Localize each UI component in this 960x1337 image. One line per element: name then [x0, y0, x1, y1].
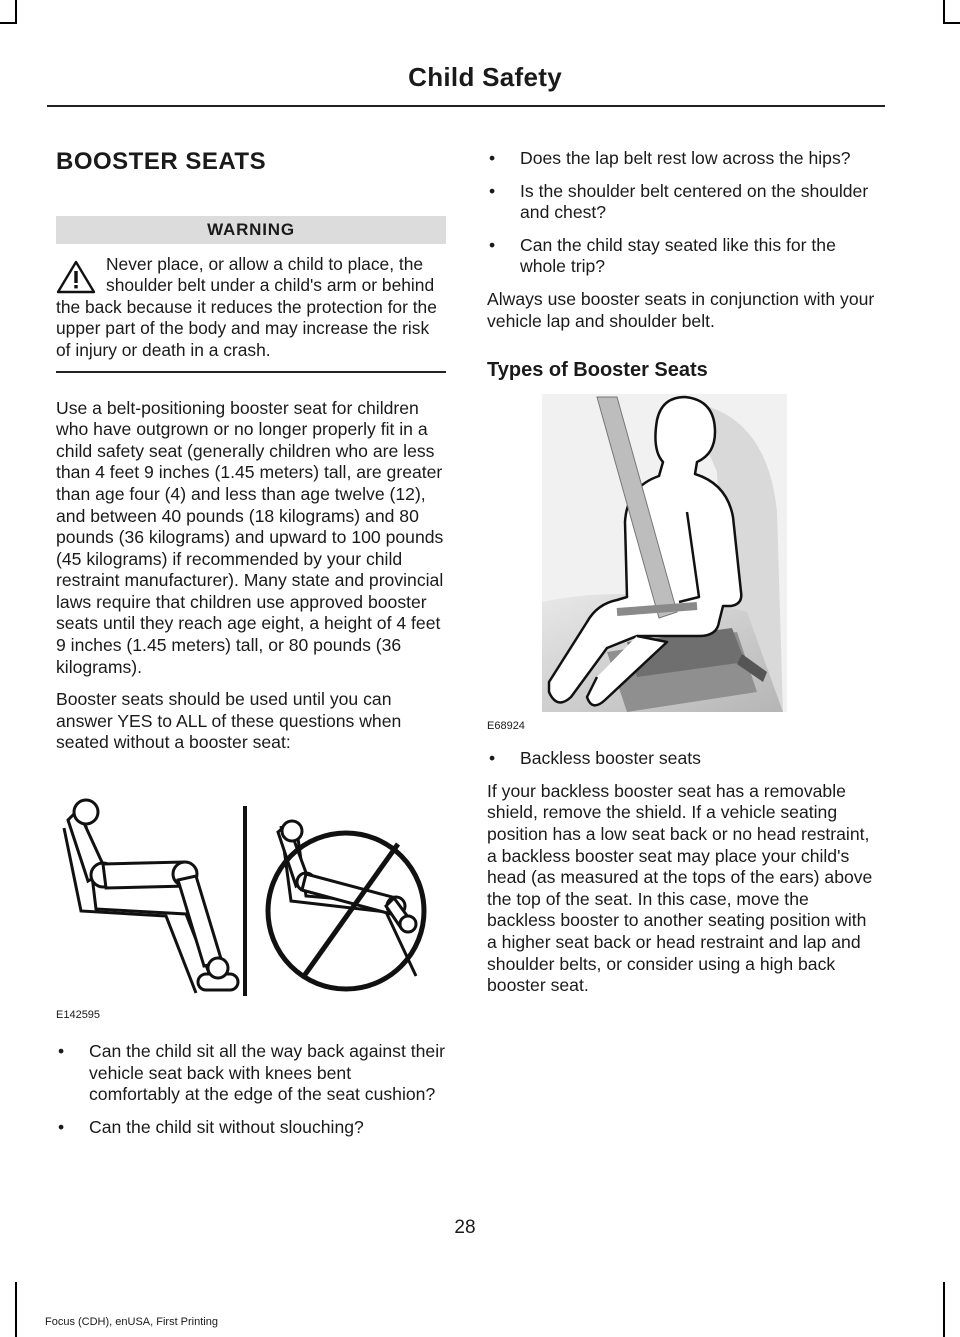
bullet-marker: • — [489, 180, 496, 201]
question-bullet — [56, 1041, 446, 1106]
bullet-marker: • — [58, 1116, 65, 1137]
bullet-marker: • — [489, 748, 496, 769]
chapter-title: Child Safety — [408, 62, 562, 92]
correct-vs-incorrect-seating-illustration — [56, 796, 446, 1006]
bullet-marker: • — [58, 1041, 65, 1062]
figure-code: E142595 — [56, 1009, 101, 1022]
left-column — [56, 140, 446, 1138]
warning-text: Never place, or allow a child to place, the shoulder belt under a child's arm or behind the back because it reduces the protection for the upper part of the body and may increase the risk of injury or death in a crash. — [56, 254, 437, 360]
bullet-marker: • — [489, 148, 496, 168]
booster-intro-paragraph: Use a belt-positioning booster seat for children who have outgrown or no longer properly fit in a child safety seat (generally children who are less than 4 feet 9 inches (1.45 meters) tall, are greater than age four (4) and less than age twelve (12), and between 40 pounds (18 kilograms) and 80 pounds (36 kilograms) and upward to 100 pounds (45 kilograms) if recommended by your child restraint manufacturer). Many state and provincial laws require that children use approved booster seats until they reach age eight, a height of 4 feet 9 inches (1.45 meters) tall, or 80 pounds (36 kilograms). — [56, 397, 444, 677]
bullet-text: Is the shoulder belt centered on the shoulder and chest? — [520, 180, 869, 223]
bullet-text: Does the lap belt rest low across the hips? — [520, 148, 851, 168]
section-title: BOOSTER SEATS — [56, 148, 267, 175]
bullet-text: Can the child sit without slouching? — [89, 1116, 364, 1137]
header-divider — [47, 105, 885, 107]
page-number: 28 — [454, 1217, 476, 1238]
question-bullet — [487, 148, 879, 170]
figure-code: E68924 — [487, 720, 525, 733]
bullet-text: Can the child sit all the way back against their vehicle seat back with knees bent comfortably at the edge of the seat cushion? — [89, 1041, 445, 1105]
question-bullet — [487, 181, 879, 224]
types-subheading: Types of Booster Seats — [487, 359, 708, 382]
bullet-marker: • — [489, 234, 496, 255]
backless-booster-paragraph: If your backless booster seat has a removable shield, remove the shield. If a vehicle seating position has a low seat back or no head restraint, a backless booster seat may place your child's head (as measured at the tops of the ears) above the top of the seat. In this case, move the backless booster to another seating position with a higher seat back or head restraint and lap and shoulder belts, or consider using a high back booster seat. — [487, 780, 873, 996]
warning-divider — [56, 371, 446, 373]
right-column — [487, 140, 879, 997]
crop-mark — [15, 1282, 17, 1337]
footer-text: Focus (CDH), enUSA, First Printing — [45, 1316, 218, 1328]
warning-label: WARNING — [56, 216, 446, 244]
crop-mark — [943, 0, 945, 24]
warning-triangle-icon — [56, 260, 96, 294]
question-bullet — [487, 235, 879, 278]
seating-position-figure — [56, 796, 446, 1021]
crop-mark — [943, 22, 960, 24]
warning-body — [56, 244, 446, 361]
crop-mark — [943, 1282, 945, 1337]
warning-box — [56, 216, 446, 373]
bullet-text: Backless booster seats — [520, 748, 701, 769]
lap-shoulder-belt-paragraph: Always use booster seats in conjunction with your vehicle lap and shoulder belt. — [487, 288, 875, 331]
booster-questions-paragraph: Booster seats should be used until you can answer YES to ALL of these questions when seated without a booster seat: — [56, 689, 402, 753]
crop-mark — [15, 0, 17, 24]
bullet-text: Can the child stay seated like this for the whole trip? — [520, 234, 836, 277]
booster-type-bullet — [487, 748, 879, 770]
figure-divider — [243, 806, 247, 996]
question-bullet — [56, 1117, 446, 1139]
backless-booster-figure — [487, 392, 787, 732]
crop-mark — [0, 22, 17, 24]
child-on-backless-booster-illustration — [487, 392, 787, 714]
